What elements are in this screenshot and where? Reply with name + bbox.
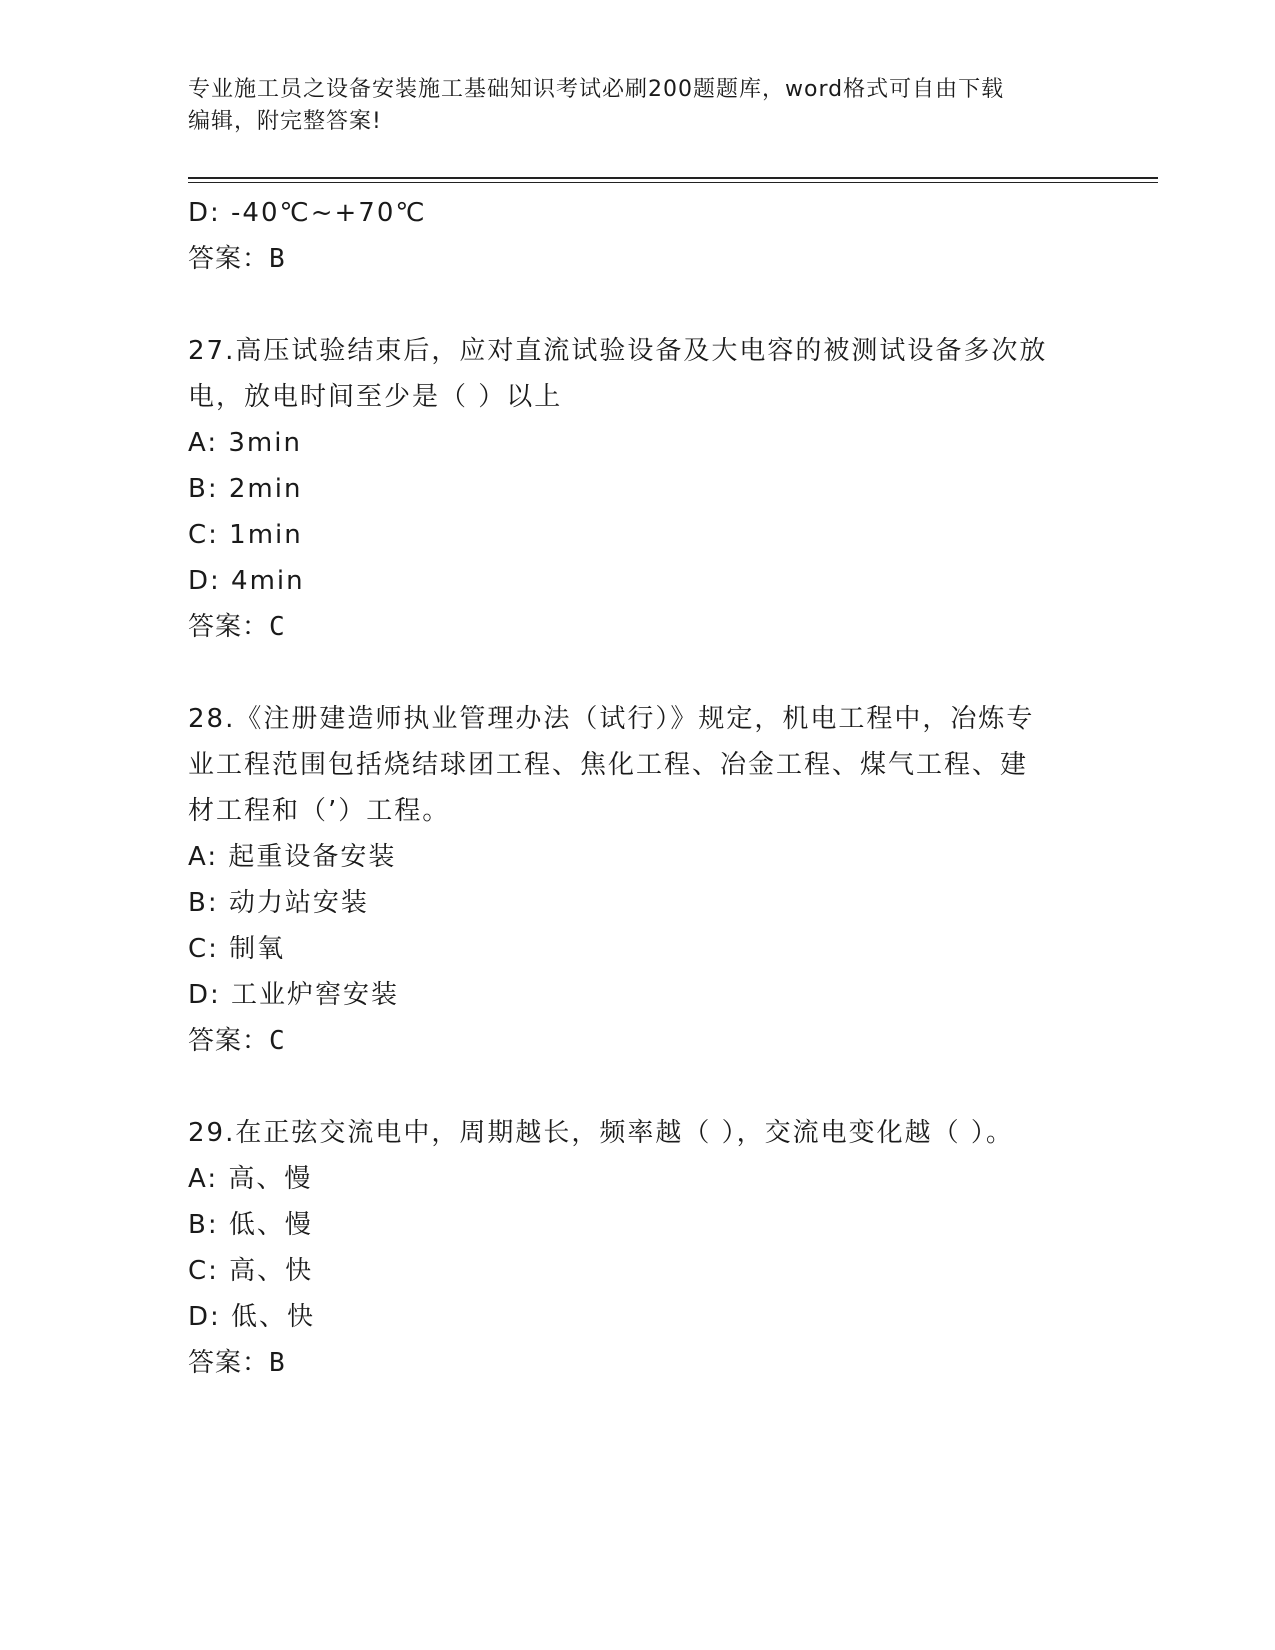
question-27-stem-line-2: 电，放电时间至少是（ ）以上	[188, 382, 563, 412]
prev-answer: 答案：B	[188, 244, 286, 274]
question-28-option-d: D: 工业炉窖安装	[188, 980, 400, 1010]
question-27-answer: 答案：C	[188, 612, 286, 642]
spacer	[188, 650, 1088, 696]
question-28-answer: 答案：C	[188, 1026, 286, 1056]
question-29	[188, 1110, 1088, 1386]
question-29-option-c: C: 高、快	[188, 1256, 314, 1286]
spacer	[188, 282, 1088, 328]
question-29-option-d: D: 低、快	[188, 1302, 316, 1332]
prev-option-d: D: -40℃~+70℃	[188, 198, 427, 228]
spacer	[188, 1064, 1088, 1110]
page-header	[188, 74, 1068, 138]
question-27	[188, 328, 1088, 650]
question-28-option-b: B: 动力站安装	[188, 888, 369, 918]
question-27-option-c: C: 1min	[188, 520, 303, 550]
question-list	[188, 190, 1088, 1386]
header-title-line-2: 编辑，附完整答案!	[188, 109, 382, 134]
question-28-stem-line-3: 材工程和（’）工程。	[188, 796, 451, 826]
question-29-answer: 答案：B	[188, 1348, 286, 1378]
question-29-option-a: A: 高、慢	[188, 1164, 313, 1194]
question-28-stem-line-1: 28.《注册建造师执业管理办法（试行）》规定，机电工程中，冶炼专	[188, 704, 1035, 734]
question-28	[188, 696, 1088, 1064]
question-27-option-d: D: 4min	[188, 566, 305, 596]
question-27-stem-line-1: 27.高压试验结束后，应对直流试验设备及大电容的被测试设备多次放	[188, 336, 1048, 366]
header-divider-thick	[188, 177, 1158, 179]
header-title-line-1: 专业施工员之设备安装施工基础知识考试必刷200题题库，word格式可自由下载	[188, 77, 1005, 102]
question-28-option-c: C: 制氧	[188, 934, 286, 964]
question-29-option-b: B: 低、慢	[188, 1210, 313, 1240]
question-27-option-b: B: 2min	[188, 474, 303, 504]
question-27-option-a: A: 3min	[188, 428, 302, 458]
question-28-option-a: A: 起重设备安装	[188, 842, 397, 872]
question-29-stem-line-1: 29.在正弦交流电中，周期越长，频率越（ ），交流电变化越（ ）。	[188, 1118, 1014, 1148]
question-28-stem-line-2: 业工程范围包括烧结球团工程、焦化工程、冶金工程、煤气工程、建	[188, 750, 1029, 780]
header-divider-thin	[188, 182, 1158, 183]
